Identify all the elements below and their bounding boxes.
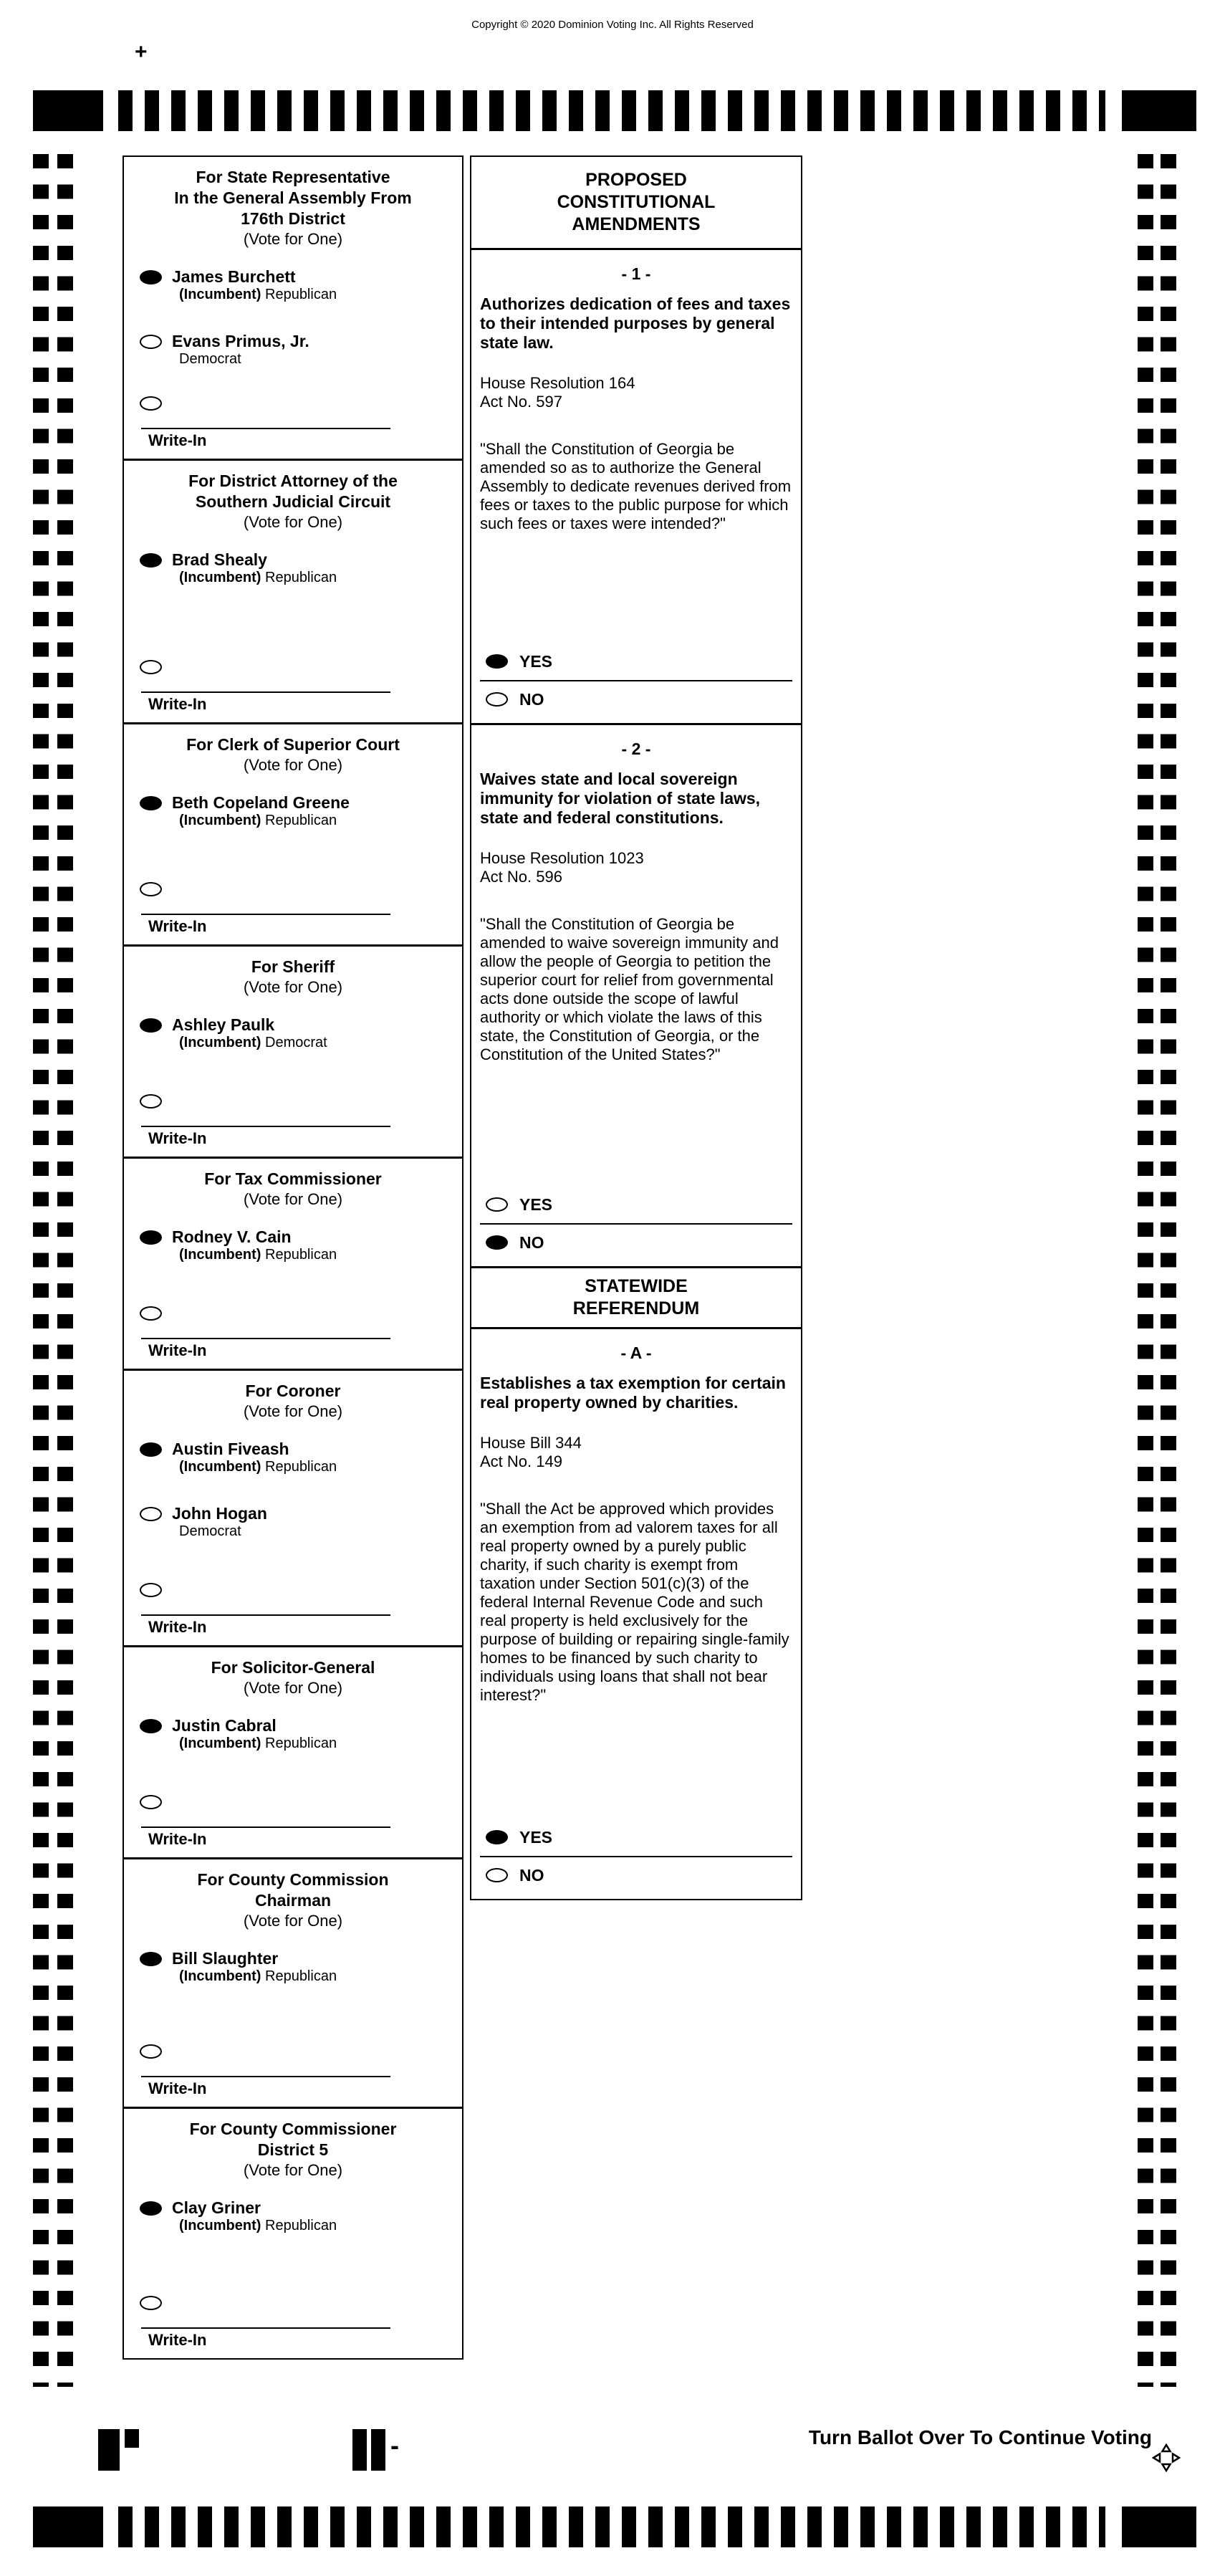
header-line: CONSTITUTIONAL	[557, 192, 716, 212]
candidate-party	[179, 1246, 337, 1263]
contest-title-line: For District Attorney of the	[188, 471, 398, 490]
vote-bubble-empty[interactable]	[140, 335, 162, 349]
registration-dash-mark: -	[390, 2431, 399, 2460]
vote-bubble-filled[interactable]	[140, 1442, 162, 1457]
copyright-notice: Copyright © 2020 Dominion Voting Inc. All Rights Reserved	[471, 19, 754, 31]
candidate-row	[140, 793, 462, 829]
yes-bubble-filled[interactable]	[486, 1830, 508, 1844]
measure-reference-line: Act No. 596	[480, 868, 562, 886]
no-bubble-empty[interactable]	[486, 692, 508, 707]
contest-title-line: Southern Judicial Circuit	[195, 492, 391, 511]
contest-header	[124, 1869, 462, 1930]
incumbent-label: (Incumbent)	[179, 1459, 265, 1475]
measure-number: - 2 -	[621, 739, 651, 758]
vote-bubble-filled[interactable]	[140, 553, 162, 568]
contest-title-line: Chairman	[254, 1891, 332, 1910]
contest-title-line: For Sheriff	[251, 957, 335, 976]
measure-summary: Establishes a tax exemption for certain real property owned by charities.	[480, 1374, 786, 1412]
turn-ballot-over-text: Turn Ballot Over To Continue Voting	[808, 2426, 1152, 2448]
writein-bubble-row	[140, 882, 462, 896]
contest-title-line: For Solicitor-General	[211, 1658, 375, 1677]
writein-group	[124, 2044, 462, 2101]
writein-group	[124, 1583, 462, 1639]
candidate-party	[179, 2217, 337, 2234]
yes-label: YES	[519, 651, 553, 671]
contest-title-line: For Tax Commissioner	[204, 1169, 382, 1188]
measure-references	[480, 374, 792, 411]
writein-bubble[interactable]	[140, 396, 162, 411]
measure-reference-line: Act No. 149	[480, 1452, 562, 1470]
measure-references	[480, 1434, 792, 1471]
contest-header	[124, 1169, 462, 1209]
yes-choice-row[interactable]	[480, 643, 792, 680]
writein-group	[124, 1094, 462, 1151]
incumbent-label: (Incumbent)	[179, 570, 265, 585]
party-label: Republican	[265, 1247, 337, 1263]
no-choice-row[interactable]	[480, 1856, 792, 1893]
candidate-text	[172, 1504, 267, 1540]
writein-group	[124, 882, 462, 939]
no-bubble-empty[interactable]	[486, 1868, 508, 1882]
measure-question: "Shall the Constitution of Georgia be amended so as to authorize the General Assembly to dedicate revenues derived from fees or taxes to the public purpose for which such fees or taxes were intended?"	[480, 440, 792, 532]
yes-bubble-filled[interactable]	[486, 654, 508, 669]
contest-header	[124, 1657, 462, 1698]
party-label: Republican	[265, 813, 337, 828]
header-line: STATEWIDE	[585, 1276, 688, 1296]
candidate-party	[179, 1968, 337, 1985]
writein-group	[124, 2296, 462, 2352]
measure-number: - 1 -	[621, 264, 651, 283]
candidate-row	[140, 2198, 462, 2234]
no-label: NO	[519, 1232, 544, 1252]
contest-header	[124, 1381, 462, 1421]
contest-tax-commissioner	[124, 1159, 462, 1371]
vote-bubble-filled[interactable]	[140, 2201, 162, 2216]
measure-question: "Shall the Constitution of Georgia be amended to waive sovereign immunity and allow the people of Georgia to petition the superior court for relief from governmental acts done outside the scope of lawful authority or which violate the laws of this state, the Constitution of Georgia, or the Constitution of the United States?"	[480, 915, 779, 1063]
writein-bubble-row	[140, 1094, 462, 1109]
measure-reference-line: House Bill 344	[480, 1434, 582, 1452]
vote-bubble-empty[interactable]	[140, 1507, 162, 1521]
candidate-party	[179, 1735, 337, 1752]
candidate-row	[140, 1440, 462, 1475]
statewide-referendum-header	[471, 1268, 801, 1329]
party-label: Democrat	[265, 1035, 327, 1050]
vote-for-instruction: (Vote for One)	[243, 1912, 343, 1930]
contest-state-representative	[124, 157, 462, 461]
header-line: AMENDMENTS	[572, 214, 701, 234]
candidate-row	[140, 1949, 462, 1985]
writein-bubble-row	[140, 1795, 462, 1809]
writein-label: Write-In	[148, 2079, 207, 2097]
writein-bubble-row	[140, 660, 462, 674]
candidate-name: Clay Griner	[172, 2198, 261, 2217]
timing-mark-block	[1122, 2506, 1196, 2547]
contest-title-line: For County Commission	[197, 1870, 389, 1889]
incumbent-label: (Incumbent)	[179, 813, 265, 828]
vote-bubble-filled[interactable]	[140, 1230, 162, 1245]
vote-for-instruction: (Vote for One)	[243, 1402, 343, 1420]
contest-column	[123, 155, 463, 2360]
no-choice-row[interactable]	[480, 680, 792, 717]
writein-bubble[interactable]	[140, 1306, 162, 1321]
party-label: Republican	[265, 287, 337, 302]
vote-bubble-filled[interactable]	[140, 796, 162, 810]
writein-line[interactable]	[141, 1614, 390, 1616]
measure-references	[480, 849, 792, 886]
writein-label: Write-In	[148, 1830, 207, 1848]
writein-label: Write-In	[148, 431, 207, 449]
vote-for-instruction: (Vote for One)	[243, 1190, 343, 1208]
contest-title-line: For State Representative	[196, 168, 390, 186]
vote-bubble-filled[interactable]	[140, 1952, 162, 1966]
vote-for-instruction: (Vote for One)	[243, 513, 343, 531]
measure-number: - A -	[620, 1344, 652, 1362]
contest-coroner	[124, 1371, 462, 1647]
measure-reference-line: House Resolution 164	[480, 374, 635, 392]
timing-mark-band-top	[118, 90, 1105, 131]
timing-mark-block	[1122, 90, 1196, 131]
contest-clerk-superior-court	[124, 724, 462, 947]
incumbent-label: (Incumbent)	[179, 1968, 265, 1984]
measure-summary: Waives state and local sovereign immunity for violation of state laws, state and federal constitutions.	[480, 770, 761, 827]
registration-plus-mark: +	[135, 40, 148, 64]
orientation-mark	[371, 2429, 385, 2471]
measure-reference-line: Act No. 597	[480, 393, 562, 411]
candidate-name: Beth Copeland Greene	[172, 793, 350, 812]
candidate-name: Ashley Paulk	[172, 1015, 275, 1034]
writein-line[interactable]	[141, 914, 390, 915]
timing-mark-column	[1138, 154, 1153, 2387]
measure-summary: Authorizes dedication of fees and taxes to their intended purposes by general state law.	[480, 295, 791, 352]
no-choice-row[interactable]	[480, 1223, 792, 1260]
contest-header	[124, 2119, 462, 2180]
candidate-row	[140, 550, 462, 586]
writein-bubble-row	[140, 2296, 462, 2310]
timing-mark-block	[33, 2506, 103, 2547]
writein-line[interactable]	[141, 1126, 390, 1127]
writein-bubble[interactable]	[140, 2296, 162, 2310]
candidate-text	[172, 1949, 337, 1985]
vote-bubble-filled[interactable]	[140, 1018, 162, 1033]
timing-mark-column	[33, 154, 49, 2387]
measure-choices	[480, 643, 792, 717]
writein-bubble[interactable]	[140, 1583, 162, 1597]
party-label: Republican	[265, 2218, 337, 2233]
contest-title-line: For Coroner	[245, 1382, 341, 1400]
writein-group	[124, 1795, 462, 1852]
candidate-text	[172, 793, 350, 829]
writein-label: Write-In	[148, 2331, 207, 2349]
yes-label: YES	[519, 1194, 553, 1214]
vote-for-instruction: (Vote for One)	[243, 756, 343, 774]
measures-column	[470, 155, 802, 1900]
vote-for-instruction: (Vote for One)	[243, 978, 343, 996]
writein-group	[124, 660, 462, 717]
contest-header	[124, 957, 462, 997]
incumbent-label: (Incumbent)	[179, 1247, 265, 1263]
contest-title-line: District 5	[257, 2140, 329, 2159]
candidate-party	[179, 286, 337, 303]
contest-header	[124, 167, 462, 249]
candidate-name: Brad Shealy	[172, 550, 267, 569]
orientation-mark	[125, 2429, 139, 2448]
contest-header	[124, 734, 462, 775]
incumbent-label: (Incumbent)	[179, 287, 265, 302]
timing-mark-block	[33, 90, 103, 131]
writein-bubble[interactable]	[140, 2044, 162, 2059]
candidate-text	[172, 550, 337, 586]
party-label: Democrat	[179, 351, 241, 367]
writein-bubble[interactable]	[140, 660, 162, 674]
writein-bubble[interactable]	[140, 882, 162, 896]
measure-choices	[480, 1186, 792, 1260]
writein-label: Write-In	[148, 1341, 207, 1359]
yes-choice-row[interactable]	[480, 1819, 792, 1856]
candidate-name: Austin Fiveash	[172, 1440, 289, 1458]
writein-label: Write-In	[148, 917, 207, 935]
candidate-row	[140, 267, 462, 303]
contest-county-commissioner-district-5	[124, 2109, 462, 2358]
candidate-name: John Hogan	[172, 1504, 267, 1523]
writein-line[interactable]	[141, 691, 390, 693]
orientation-mark	[98, 2429, 120, 2471]
incumbent-label: (Incumbent)	[179, 1035, 265, 1050]
contest-title-line: For Clerk of Superior Court	[186, 735, 400, 754]
writein-bubble-row	[140, 1583, 462, 1597]
timing-mark-band-bottom	[118, 2506, 1105, 2547]
vote-bubble-filled[interactable]	[140, 1719, 162, 1733]
candidate-party	[179, 569, 337, 586]
candidate-name: Bill Slaughter	[172, 1949, 279, 1968]
writein-line[interactable]	[141, 2327, 390, 2329]
no-label: NO	[519, 689, 544, 709]
candidate-row	[140, 1015, 462, 1051]
no-label: NO	[519, 1865, 544, 1885]
orientation-mark	[352, 2429, 367, 2471]
party-label: Republican	[265, 1968, 337, 1984]
writein-bubble-row	[140, 396, 462, 411]
writein-bubble-row	[140, 1306, 462, 1321]
contest-header	[124, 471, 462, 532]
candidate-text	[172, 1227, 337, 1263]
measure-question: "Shall the Act be approved which provides an exemption from ad valorem taxes for all real property owned by a purely public charity, if such charity is exempt from taxation under Section 501(c)(3) of the federal Internal Revenue Code and such real property is held exclusively for the purpose of building or repairing single-family homes to be financed by such charity to individuals using loans that shall not bear interest?"	[480, 1500, 789, 1704]
writein-group	[124, 396, 462, 453]
writein-line[interactable]	[141, 428, 390, 429]
writein-line[interactable]	[141, 1338, 390, 1339]
header-line: PROPOSED	[585, 170, 687, 190]
candidate-name: Evans Primus, Jr.	[172, 332, 309, 350]
candidate-name: James Burchett	[172, 267, 296, 286]
yes-bubble-empty[interactable]	[486, 1197, 508, 1212]
candidate-row	[140, 1504, 462, 1540]
contest-title-line: For County Commissioner	[189, 2120, 397, 2138]
contest-title-line: 176th District	[241, 209, 345, 228]
vote-bubble-filled[interactable]	[140, 270, 162, 284]
writein-bubble-row	[140, 2044, 462, 2059]
measure-choices	[480, 1819, 792, 1893]
header-line: REFERENDUM	[572, 1298, 700, 1318]
writein-group	[124, 1306, 462, 1363]
party-label: Republican	[265, 570, 337, 585]
proposed-amendments-header	[471, 157, 801, 250]
timing-mark-column	[1161, 154, 1176, 2387]
party-label: Republican	[265, 1459, 337, 1475]
timing-mark-column	[57, 154, 73, 2387]
contest-title-line: In the General Assembly From	[174, 188, 412, 207]
contest-county-commission-chairman	[124, 1859, 462, 2109]
candidate-text	[172, 1440, 337, 1475]
writein-line[interactable]	[141, 2076, 390, 2077]
writein-line[interactable]	[141, 1826, 390, 1828]
candidate-party	[179, 1523, 267, 1540]
party-label: Republican	[265, 1735, 337, 1751]
candidate-row	[140, 1716, 462, 1752]
measure-referendum-a	[471, 1329, 801, 1899]
contest-sheriff	[124, 947, 462, 1159]
yes-label: YES	[519, 1827, 553, 1847]
candidate-text	[172, 1716, 337, 1752]
writein-label: Write-In	[148, 1129, 207, 1147]
vote-for-instruction: (Vote for One)	[243, 230, 343, 248]
compass-icon	[1152, 2443, 1181, 2476]
vote-for-instruction: (Vote for One)	[243, 1679, 343, 1697]
candidate-party	[179, 1034, 327, 1051]
yes-choice-row[interactable]	[480, 1186, 792, 1223]
candidate-text	[172, 267, 337, 303]
candidate-name: Rodney V. Cain	[172, 1227, 292, 1246]
measure-reference-line: House Resolution 1023	[480, 849, 644, 867]
no-bubble-filled[interactable]	[486, 1235, 508, 1250]
measure-amendment-2	[471, 725, 801, 1268]
writein-label: Write-In	[148, 1618, 207, 1636]
writein-label: Write-In	[148, 695, 207, 713]
candidate-name: Justin Cabral	[172, 1716, 277, 1735]
contest-solicitor-general	[124, 1647, 462, 1859]
candidate-text	[172, 2198, 337, 2234]
candidate-text	[172, 1015, 327, 1051]
candidate-party	[179, 1458, 337, 1475]
candidate-text	[172, 332, 309, 368]
writein-bubble[interactable]	[140, 1094, 162, 1109]
candidate-party	[179, 812, 350, 829]
contest-district-attorney	[124, 461, 462, 724]
incumbent-label: (Incumbent)	[179, 1735, 265, 1751]
party-label: Democrat	[179, 1523, 241, 1539]
measure-amendment-1	[471, 250, 801, 725]
vote-for-instruction: (Vote for One)	[243, 2161, 343, 2179]
candidate-party	[179, 350, 309, 368]
candidate-row	[140, 332, 462, 368]
incumbent-label: (Incumbent)	[179, 2218, 265, 2233]
writein-bubble[interactable]	[140, 1795, 162, 1809]
candidate-row	[140, 1227, 462, 1263]
